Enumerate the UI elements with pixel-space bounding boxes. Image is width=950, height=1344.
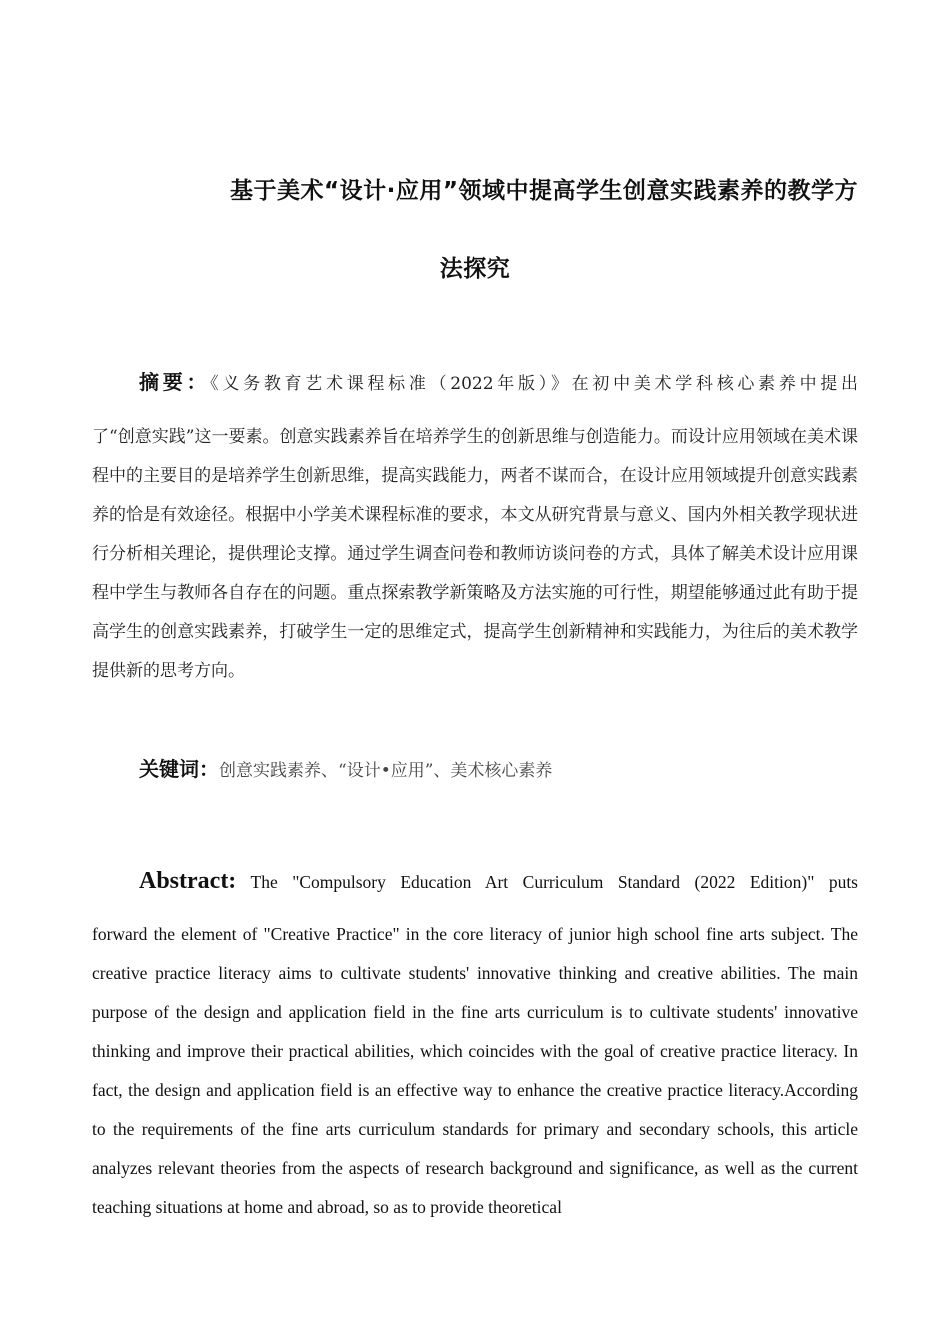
chinese-abstract-first-line: [92, 368, 858, 398]
paper-title-line-1: 基于美术“设计·应用”领域中提高学生创意实践素养的教学方: [230, 178, 858, 204]
keywords-text: 创意实践素养、“设计•应用”、美术核心素养: [219, 761, 553, 781]
chinese-keywords: [139, 753, 552, 782]
chinese-abstract-first-text: 《义务教育艺术课程标准（2022年版）》在初中美术学科核心素养中提出: [210, 374, 859, 394]
english-abstract-first-line: [92, 866, 858, 897]
chinese-abstract: [92, 368, 858, 691]
english-abstract: [92, 866, 858, 1227]
paper-title-line-2: 法探究: [439, 256, 511, 282]
chinese-abstract-label: 摘要：: [139, 370, 211, 394]
english-abstract-first-text: The "Compulsory Education Art Curriculum Standard (2022 Edition)" puts: [250, 872, 858, 892]
chinese-abstract-body: 了“创意实践”这一要素。创意实践素养旨在培养学生的创新思维与创造能力。而设计应用领域在美术课程中的主要目的是培养学生创新思维，提高实践能力，两者不谋而合，在设计应用领域提升创意实践素养的恰是有效途径。根据中小学美术课程标准的要求，本文从研究背景与意义、国内外相关教学现状进行分析相关理论，提供理论支撑。通过学生调查问卷和教师访谈问卷的方式，具体了解美术设计应用课程中学生与教师各自存在的问题。重点探索教学新策略及方法实施的可行性，期望能够通过此有助于提高学生的创意实践素养，打破学生一定的思维定式，提高学生创新精神和实践能力，为往后的美术教学提供新的思考方向。: [92, 427, 858, 681]
english-abstract-body: forward the element of "Creative Practice" in the core literacy of junior high school fine arts subject. The creative practice literacy aims to cultivate students' innovative thinking and creative abilities. The main purpose of the design and application field in the fine arts curriculum is to cultivate students' innovative thinking and improve their practical abilities, which coincides with the goal of creative practice literacy. In fact, the design and application field is an effective way to enhance the creative practice literacy.According to the requirements of the fine arts curriculum standards for primary and secondary schools, this article analyzes relevant theories from the aspects of research background and significance, as well as the current teaching situations at home and abroad, so as to provide theoretical: [92, 924, 858, 1217]
keywords-label: 关键词：: [139, 757, 219, 781]
english-abstract-label: Abstract:: [139, 868, 237, 894]
